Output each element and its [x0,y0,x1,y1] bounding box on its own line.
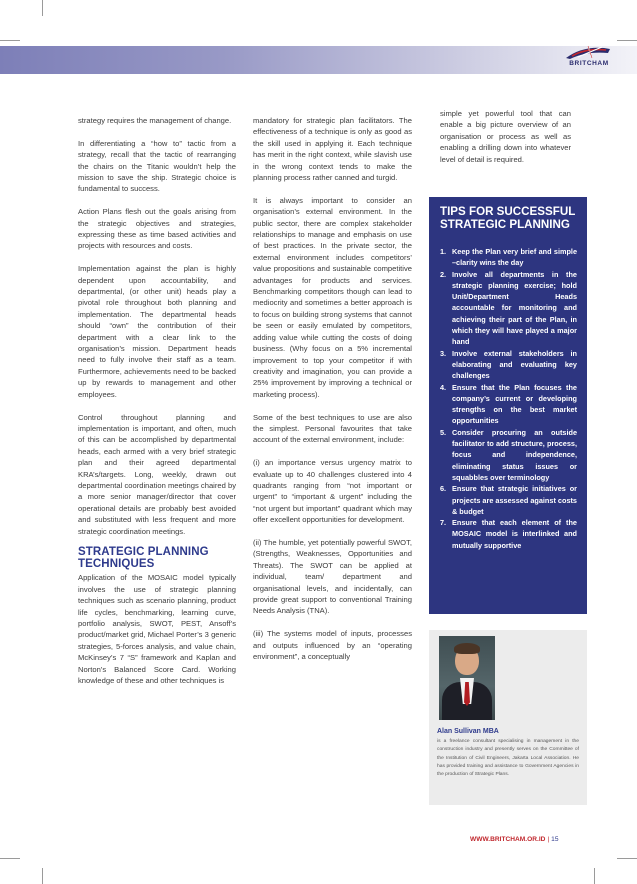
tips-sidebar [429,197,587,614]
crop-mark [617,858,637,859]
tip-item [440,483,577,517]
paragraph: (iii) The systems model of inputs, processes and outputs influenced by an “operating environment”, a conceptually [253,629,412,662]
union-flag-icon [558,44,620,60]
tip-number: 7. [440,518,447,528]
tip-text: Ensure that strategic initiatives or projects are assessed against costs & budget [452,484,577,516]
paragraph: strategy requires the management of change. [78,116,232,125]
tip-item [440,517,577,551]
footer-url: WWW.BRITCHAM.OR.ID [470,836,546,843]
tip-number: 4. [440,382,447,392]
tip-number: 6. [440,484,447,494]
paragraph: It is always important to consider an organisation’s external environment. In the public sector, there are complex stakeholder relationships to manage and emphasis on use of best practices. In the private sector, the external environment includes competitors’ value propositions and sustainable competitive advantages for products and services. Benchmarking competitors though can lead to mediocrity and sometimes a better approach is to focus on building strong systems that cannot be seen or easily emulated by competitors, adding value while cutting the costs of doing business. (Why focus on a 5% incremental improvement to top your competitor if with creativity and imagination, you can provide a 25% improvement by improving a technical or marketing process). [253,195,412,399]
page-number: 15 [551,836,559,843]
tip-text: Involve external stakeholders in elaborating and evaluating key challenges [452,348,577,381]
header-banner [0,46,637,74]
page-footer [470,836,559,843]
author-photo [439,636,495,720]
crop-mark [42,868,43,884]
tip-item [440,246,577,269]
paragraph: (i) an importance versus urgency matrix to evaluate up to 40 challenges clustered into 4 quadrants ranging from “not important or urgent” to “important & urgent” including the “not urgent but important” quadrant which may offer excellent opportunities for development. [253,458,412,525]
tip-text: Ensure that each element of the MOSAIC model is interlinked and mutually supportive [452,518,577,550]
paragraph: simple yet powerful tool that can enable a big picture overview of an organisation or process as well as enabling a drilling down into whatever level of detail is required. [440,109,571,164]
tip-item [440,427,577,483]
tip-text: Involve all departments in the strategic planning exercise; hold Unit/Department Heads accountable for monitoring and achieving their part of the Plan, in which they will have played a major hand [452,269,577,347]
tip-text: Keep the Plan very brief and simple –clarity wins the day [452,247,577,268]
column-2 [253,115,412,674]
paragraph: Action Plans flesh out the goals arising from the strategic objectives and strategies, expressing these as time based activities and projects with resources and costs. [78,207,236,251]
crop-mark [42,0,43,16]
tip-item [440,269,577,348]
tip-text: Ensure that the Plan focuses the company’s current or developing strengths on the best market opportunities [452,382,577,426]
column-1 [78,115,236,698]
column-3 [440,108,571,176]
paragraph: In differentiating a “how to” tactic from a strategy, recall that the tactic of rearranging the chairs on the Titanic wouldn’t help the mission to save the ship. Strategic choice is fundamental to success. [78,138,236,194]
paragraph: Control throughout planning and implementation is important, and often, much of this can be accomplished by departmental heads, each armed with a very brief strategic plan and their agreed departmental KRA’s/targets. Long, weekly, drawn out departmental coordination meetings chaired by a more senior manager/director that cover operational details are probably best avoided and substituted with less frequent and more strategic coordination meetings. [78,412,236,536]
crop-mark [0,858,20,859]
footer-separator: | [547,836,550,843]
author-description: is a freelance consultant specialising in management in the construction industry and presently serves on the Committee of the Institution of Civil Engineers, Jakarta Local Association. He has provided training and assistance to Government Agencies in the production of Strategic Plans. [437,739,579,778]
crop-mark [617,40,637,41]
tip-number: 5. [440,427,447,437]
crop-mark [0,40,20,41]
section-heading: STRATEGIC PLANNING TECHNIQUES [78,546,209,571]
tips-title: TIPS FOR SUCCESSFUL STRATEGIC PLANNING [440,205,576,231]
tip-number: 3. [440,348,447,358]
britcham-logo [558,44,620,70]
tip-text: Consider procuring an outside facilitator to add structure, process, focus and independence, eliminating status issues or squabbles over terminology [452,427,577,482]
author-bio [429,630,587,805]
tip-item [440,348,577,382]
crop-mark [594,868,595,884]
tip-item [440,382,577,427]
paragraph: (ii) The humble, yet potentially powerful SWOT, (Strengths, Weaknesses, Opportunities and Threats). The SWOT can be applied at individual, team/ department and organisational levels, and incidentally, can provide great support to conventional Training Needs Analysis (TNA). [253,537,412,616]
tip-number: 2. [440,269,447,279]
paragraph: mandatory for strategic plan facilitators. The effectiveness of a technique is only as good as the skill used in applying it. Each technique has merit in the right context, while slavish use in the wrong context tends to make the planning process rather canned and turgid. [253,116,412,183]
paragraph: Application of the MOSAIC model typically involves the use of strategic planning techniques such as scenario planning, product life cycles, benchmarking, learning curve, portfolio analysis, SWOT, PEST, Ansoff’s product/market grid, Michael Porter’s 3 generic strategies, 5-forces analysis, and value chain, McKinsey’s 7 “S” framework and Kaplan and Norton’s Balanced Score Card. Working knowledge of these and other techniques is [78,573,236,686]
author-name: Alan Sullivan MBA [437,728,499,735]
logo-wordmark: BRITCHAM [569,60,609,67]
tips-list [440,246,577,551]
tip-number: 1. [440,247,447,256]
paragraph: Implementation against the plan is highly dependent upon accountability, and departmental, (or other unit) heads play a pivotal role throughout both planning and implementation. The departmental heads should “own” the contribution of their department with a clear link to the organisation’s mission. Department heads need to fully involve their staff as a team. Furthermore, achievements need to be backed up by rewards to management and other employees. [78,264,236,399]
paragraph: Some of the best techniques to use are also the simplest. Personal favourites that take account of the external environment, include: [253,412,412,445]
